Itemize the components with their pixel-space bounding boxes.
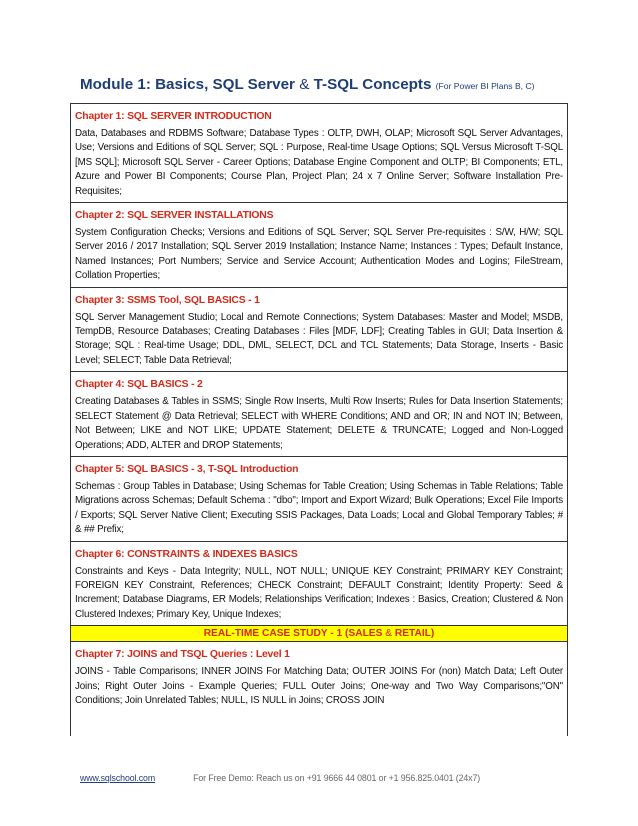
chapter-title: Chapter 5: SQL BASICS - 3, T-SQL Introduction <box>75 463 299 475</box>
module-subtitle: (For Power BI Plans B, C) <box>435 81 535 91</box>
chapter-title: Chapter 3: SSMS Tool, SQL BASICS - 1 <box>75 294 260 306</box>
chapter-title: Chapter 7: JOINS and TSQL Queries : Level 1 <box>75 649 290 661</box>
website-link[interactable]: www.sqlschool.com <box>80 773 156 783</box>
chapter-title: Chapter 6: CONSTRAINTS & INDEXES BASICS <box>75 548 298 560</box>
module-title: Module 1: Basics, SQL Server & T-SQL Concepts (For Power BI Plans B, C) <box>80 76 535 93</box>
chapter-title: Chapter 4: SQL BASICS - 2 <box>75 379 203 391</box>
chapter-title: Chapter 1: SQL SERVER INTRODUCTION <box>75 111 272 122</box>
chapter-4 <box>71 372 567 457</box>
chapter-body: SQL Server Management Studio; Local and Remote Connections; System Databases: Master and Model; MSDB, TempDB, Resource Databases; Creating Databases : Files [MDF, LDF]; Creating Tables in GUI; Data Insertion & Storage; SQL : Real-time Usage; DDL, DML, SELECT, DCL and TCL Statements; Data Storage, Inserts - Basic Level; SELECT; Table Data Retrieval; <box>75 311 563 366</box>
chapter-title: Chapter 2: SQL SERVER INSTALLATIONS <box>75 210 274 222</box>
contact-info: For Free Demo: Reach us on +91 9666 44 0801 or +1 956.825.0401 (24x7) <box>193 773 481 783</box>
page-footer <box>80 773 570 783</box>
chapter-body: JOINS - Table Comparisons; INNER JOINS For Matching Data; OUTER JOINS For (non) Match Data; Left Outer Joins; Right Outer Joins - Example Queries; FULL Outer Joins; One-way and Two Way Comparisons;"ON" Conditions; Join Unrelated Tables; NULL, IS NULL in Joins; CROSS JOIN <box>75 666 563 706</box>
chapter-3 <box>71 288 567 373</box>
chapter-7 <box>71 642 567 711</box>
chapter-body: Schemas : Group Tables in Database; Using Schemas for Table Creation; Using Schemas in Table Relations; Table Migrations across Schemas; Default Schema : "dbo"; Import and Export Wizard; Bulk Operations; Excel File Imports / Exports; SQL Server Native Client; Executing SSIS Packages, Data Loads; Local and Global Temporary Tables; # & ## Prefix; <box>75 480 563 536</box>
chapters-box <box>70 103 568 736</box>
chapter-1 <box>71 104 567 203</box>
chapter-5 <box>71 457 567 542</box>
chapter-body: Data, Databases and RDBMS Software; Database Types : OLTP, DWH, OLAP; Microsoft SQL Server Advantages, Use; Versions and Editions of SQL Server; SQL : Purpose, Real-time Usage Options; SQL Versus Microsoft T-SQL [MS SQL]; Microsoft SQL Server - Career Options; Database Engine Component and OLTP; BI Components; ETL, Azure and Power BI Components; Course Plan, Project Plan; 24 x 7 Online Server; Software Installation Pre-Requisites; <box>75 128 563 197</box>
chapter-6 <box>71 542 567 627</box>
chapter-2 <box>71 203 567 288</box>
chapter-body: Constraints and Keys - Data Integrity; NULL, NOT NULL; UNIQUE KEY Constraint; PRIMARY KEY Constraint; FOREIGN KEY Constraint, References; CHECK Constraint; DEFAULT Constraint; Identity Property: Seed & Increment; Database Diagrams, ER Models; Relationships Verification; Indexes : Basics, Creation; Clustered & Non Clustered Indexes; Primary Key, Unique Indexes; <box>75 565 563 620</box>
chapter-body: Creating Databases & Tables in SSMS; Single Row Inserts, Multi Row Inserts; Rules for Data Insertion Statements; SELECT Statement @ Data Retrieval; SELECT with WHERE Conditions; AND and OR; IN and NOT IN; Between, Not Between; LIKE and NOT LIKE; UPDATE Statement; DELETE & TRUNCATE; Logged and Non-Logged Operations; ADD, ALTER and DROP Statements; <box>75 396 563 451</box>
case-study-banner: REAL-TIME CASE STUDY - 1 (SALES & RETAIL) <box>71 626 567 642</box>
chapter-body: System Configuration Checks; Versions and Editions of SQL Server; SQL Server Pre-requisites : S/W, H/W; SQL Server 2016 / 2017 Installation; SQL Server 2019 Installation; Instance Name; Instances : Types; Default Instance, Named Instances; Port Numbers; Service and Service Account; Authentication Modes and Logins; FileStream, Collation Properties; <box>75 227 563 282</box>
